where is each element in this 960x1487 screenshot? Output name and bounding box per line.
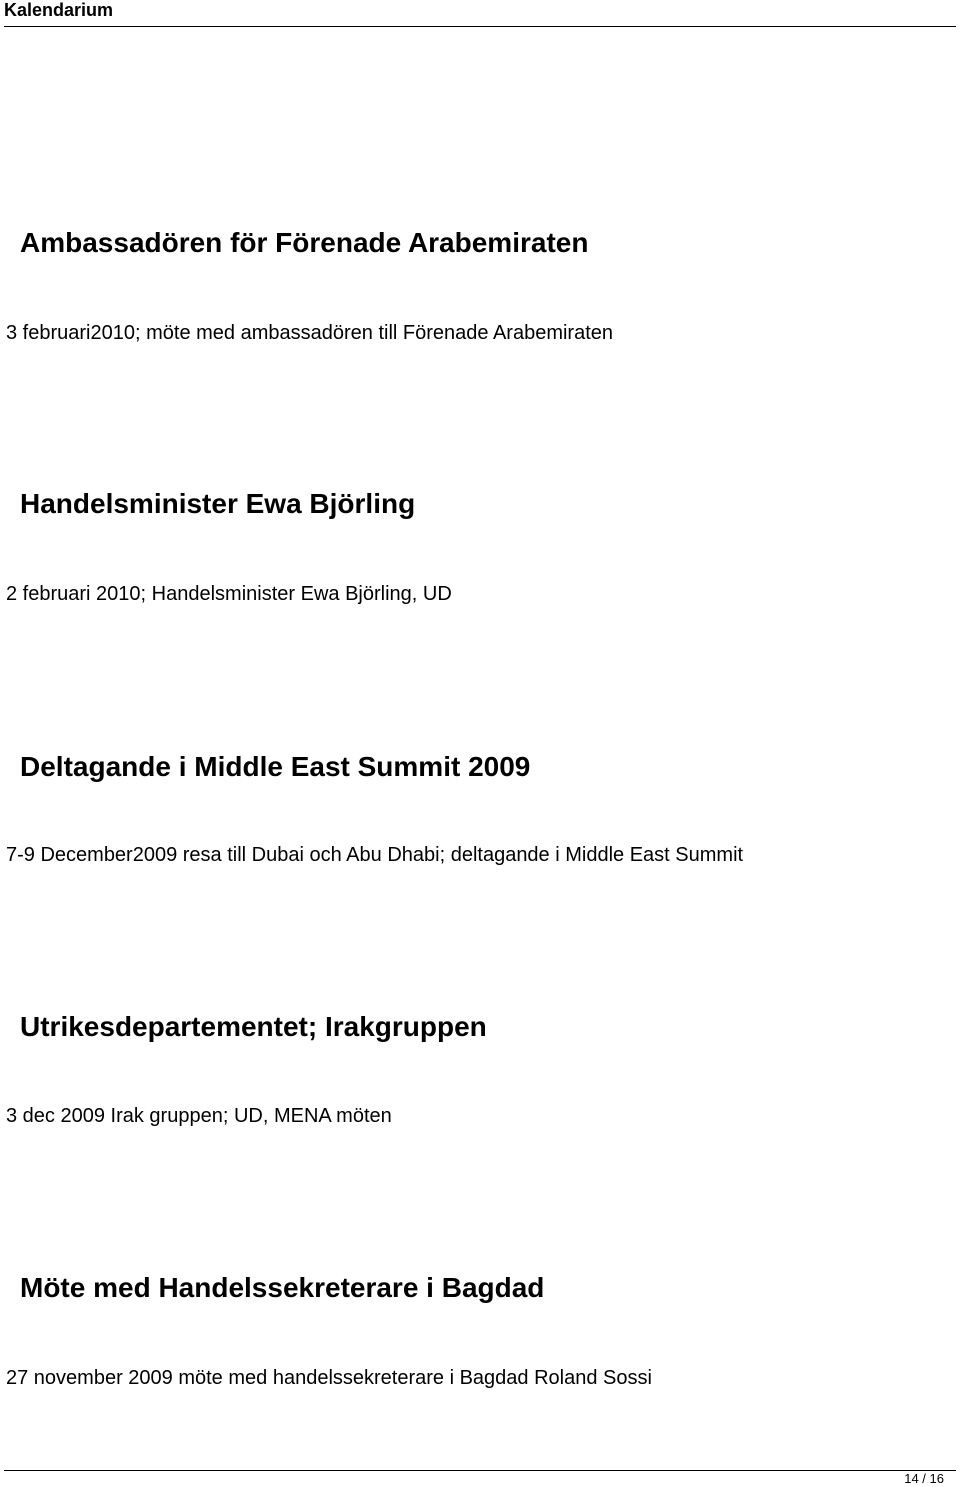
entry-title: Möte med Handelssekreterare i Bagdad [20, 1272, 545, 1303]
header-title: Kalendarium [4, 0, 114, 20]
entry-title: Deltagande i Middle East Summit 2009 [20, 751, 531, 782]
entry-text: 3 dec 2009 Irak gruppen; UD, MENA möten [6, 1105, 392, 1127]
entry-text: 3 februari2010; möte med ambassadören till Förenade Arabemiraten [6, 322, 614, 344]
footer-divider [4, 1470, 956, 1471]
entry-text: 7-9 December2009 resa till Dubai och Abu Dhabi; deltagande i Middle East Summit [6, 844, 744, 866]
page-header [4, 0, 956, 27]
entry-title: Handelsminister Ewa Björling [20, 488, 416, 519]
entry-text: 2 februari 2010; Handelsminister Ewa Björling, UD [6, 583, 452, 605]
entry-title: Ambassadören för Förenade Arabemiraten [20, 227, 589, 258]
page-number: 14 / 16 [904, 1471, 944, 1486]
entry-title: Utrikesdepartementet; Irakgruppen [20, 1011, 487, 1042]
entry-text: 27 november 2009 möte med handelssekreterare i Bagdad Roland Sossi [6, 1367, 652, 1389]
